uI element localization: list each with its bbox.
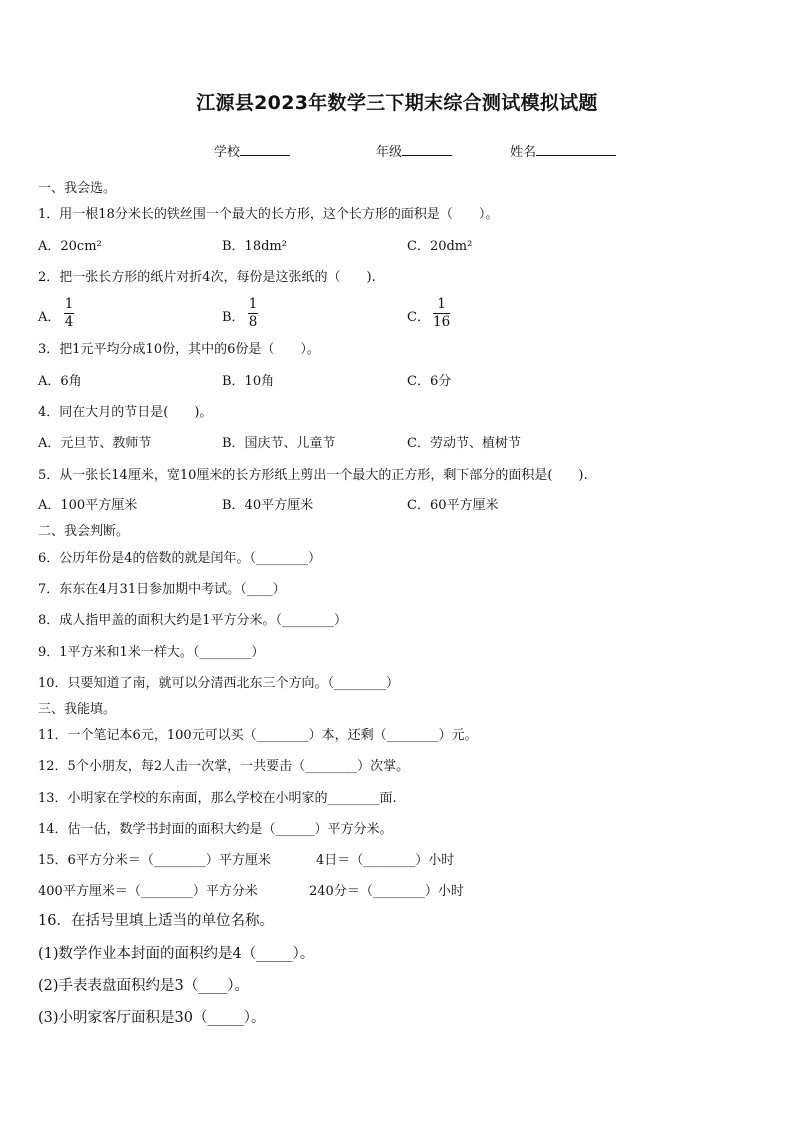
section-heading-3: 三、我能填。 (38, 702, 117, 717)
q1-option-c[interactable]: C．20dm² (407, 239, 473, 254)
school-label: 学校 (214, 145, 241, 160)
fraction-numerator: 1 (437, 296, 446, 312)
q5-option-a[interactable]: A．100平方厘米 (38, 498, 138, 513)
question-16-2: (2)手表表盘面积约是3（____）。 (38, 978, 250, 994)
school-field[interactable] (214, 141, 290, 160)
q5-option-c[interactable]: C．60平方厘米 (407, 498, 499, 513)
question-2: 2．把一张长方形的纸片对折4次，每份是这张纸的（ ). (38, 270, 376, 285)
question-15-part-2: 4日＝（________）小时 (316, 853, 455, 868)
grade-field[interactable] (376, 141, 452, 160)
q4-option-c[interactable]: C．劳动节、植树节 (407, 436, 521, 451)
name-blank[interactable] (536, 142, 616, 156)
q2-option-b-label: B． (222, 310, 245, 325)
name-label: 姓名 (510, 145, 537, 160)
grade-label: 年级 (376, 145, 403, 160)
question-7: 7．东东在4月31日参加期中考试。（____） (38, 582, 286, 597)
q2-option-a-fraction (64, 297, 74, 330)
question-12: 12．5个小朋友，每2人击一次掌，一共要击（________）次掌。 (38, 759, 410, 774)
question-6: 6．公历年份是4的倍数的就是闰年。（________） (38, 551, 322, 566)
question-13: 13．小明家在学校的东南面，那么学校在小明家的________面. (38, 791, 397, 806)
fraction-numerator: 1 (64, 296, 74, 312)
question-15-part-3: 400平方厘米＝（________）平方分米 (38, 884, 258, 899)
grade-blank[interactable] (402, 142, 452, 156)
q3-option-c[interactable]: C．6分 (407, 374, 452, 389)
page-title: 江源县2023年数学三下期末综合测试模拟试题 (196, 92, 598, 114)
section-heading-2: 二、我会判断。 (38, 524, 130, 539)
question-11: 11．一个笔记本6元，100元可以买（________）本，还剩（________）元。 (38, 728, 478, 743)
fraction-denominator: 4 (64, 314, 74, 330)
q4-option-b[interactable]: B．国庆节、儿童节 (222, 436, 336, 451)
question-15-part-4: 240分＝（________）小时 (309, 884, 464, 899)
q4-option-a[interactable]: A．元旦节、教师节 (38, 436, 152, 451)
q2-option-b-fraction (248, 297, 258, 330)
name-field[interactable] (510, 141, 616, 160)
school-blank[interactable] (240, 142, 290, 156)
question-1: 1．用一根18分米长的铁丝围一个最大的长方形，这个长方形的面积是（ ）。 (38, 207, 499, 222)
q3-option-b[interactable]: B．10角 (222, 374, 275, 389)
question-15-part-1: 15．6平方分米＝（________）平方厘米 (38, 853, 271, 868)
section-heading-1: 一、我会选。 (38, 181, 117, 196)
q3-option-a[interactable]: A．6角 (38, 374, 82, 389)
q2-option-c-fraction (433, 297, 450, 330)
question-10: 10．只要知道了南，就可以分清西北东三个方向。（________） (38, 676, 400, 691)
question-16: 16．在括号里填上适当的单位名称。 (38, 913, 274, 929)
question-5: 5．从一张长14厘米，宽10厘米的长方形纸上剪出一个最大的正方形，剩下部分的面积是( ). (38, 468, 588, 483)
question-8: 8．成人指甲盖的面积大约是1平方分米。（________） (38, 613, 348, 628)
question-14: 14．估一估，数学书封面的面积大约是（______）平方分米。 (38, 822, 393, 837)
question-3: 3．把1元平均分成10份，其中的6份是（ ）。 (38, 342, 320, 357)
fraction-denominator: 16 (433, 314, 451, 330)
question-9: 9．1平方米和1米一样大。（________） (38, 645, 265, 660)
question-16-1: (1)数学作业本封面的面积约是4（_____）。 (38, 946, 315, 962)
q2-option-c-label: C． (407, 310, 430, 325)
fraction-denominator: 8 (248, 314, 258, 330)
q1-option-b[interactable]: B．18dm² (222, 239, 287, 254)
fraction-numerator: 1 (248, 296, 258, 312)
question-4: 4．同在大月的节日是( )。 (38, 405, 213, 420)
question-16-3: (3)小明家客厅面积是30（_____）。 (38, 1010, 266, 1026)
q2-option-a-label: A． (38, 310, 61, 325)
q1-option-a[interactable]: A．20cm² (38, 239, 102, 254)
q5-option-b[interactable]: B．40平方厘米 (222, 498, 314, 513)
